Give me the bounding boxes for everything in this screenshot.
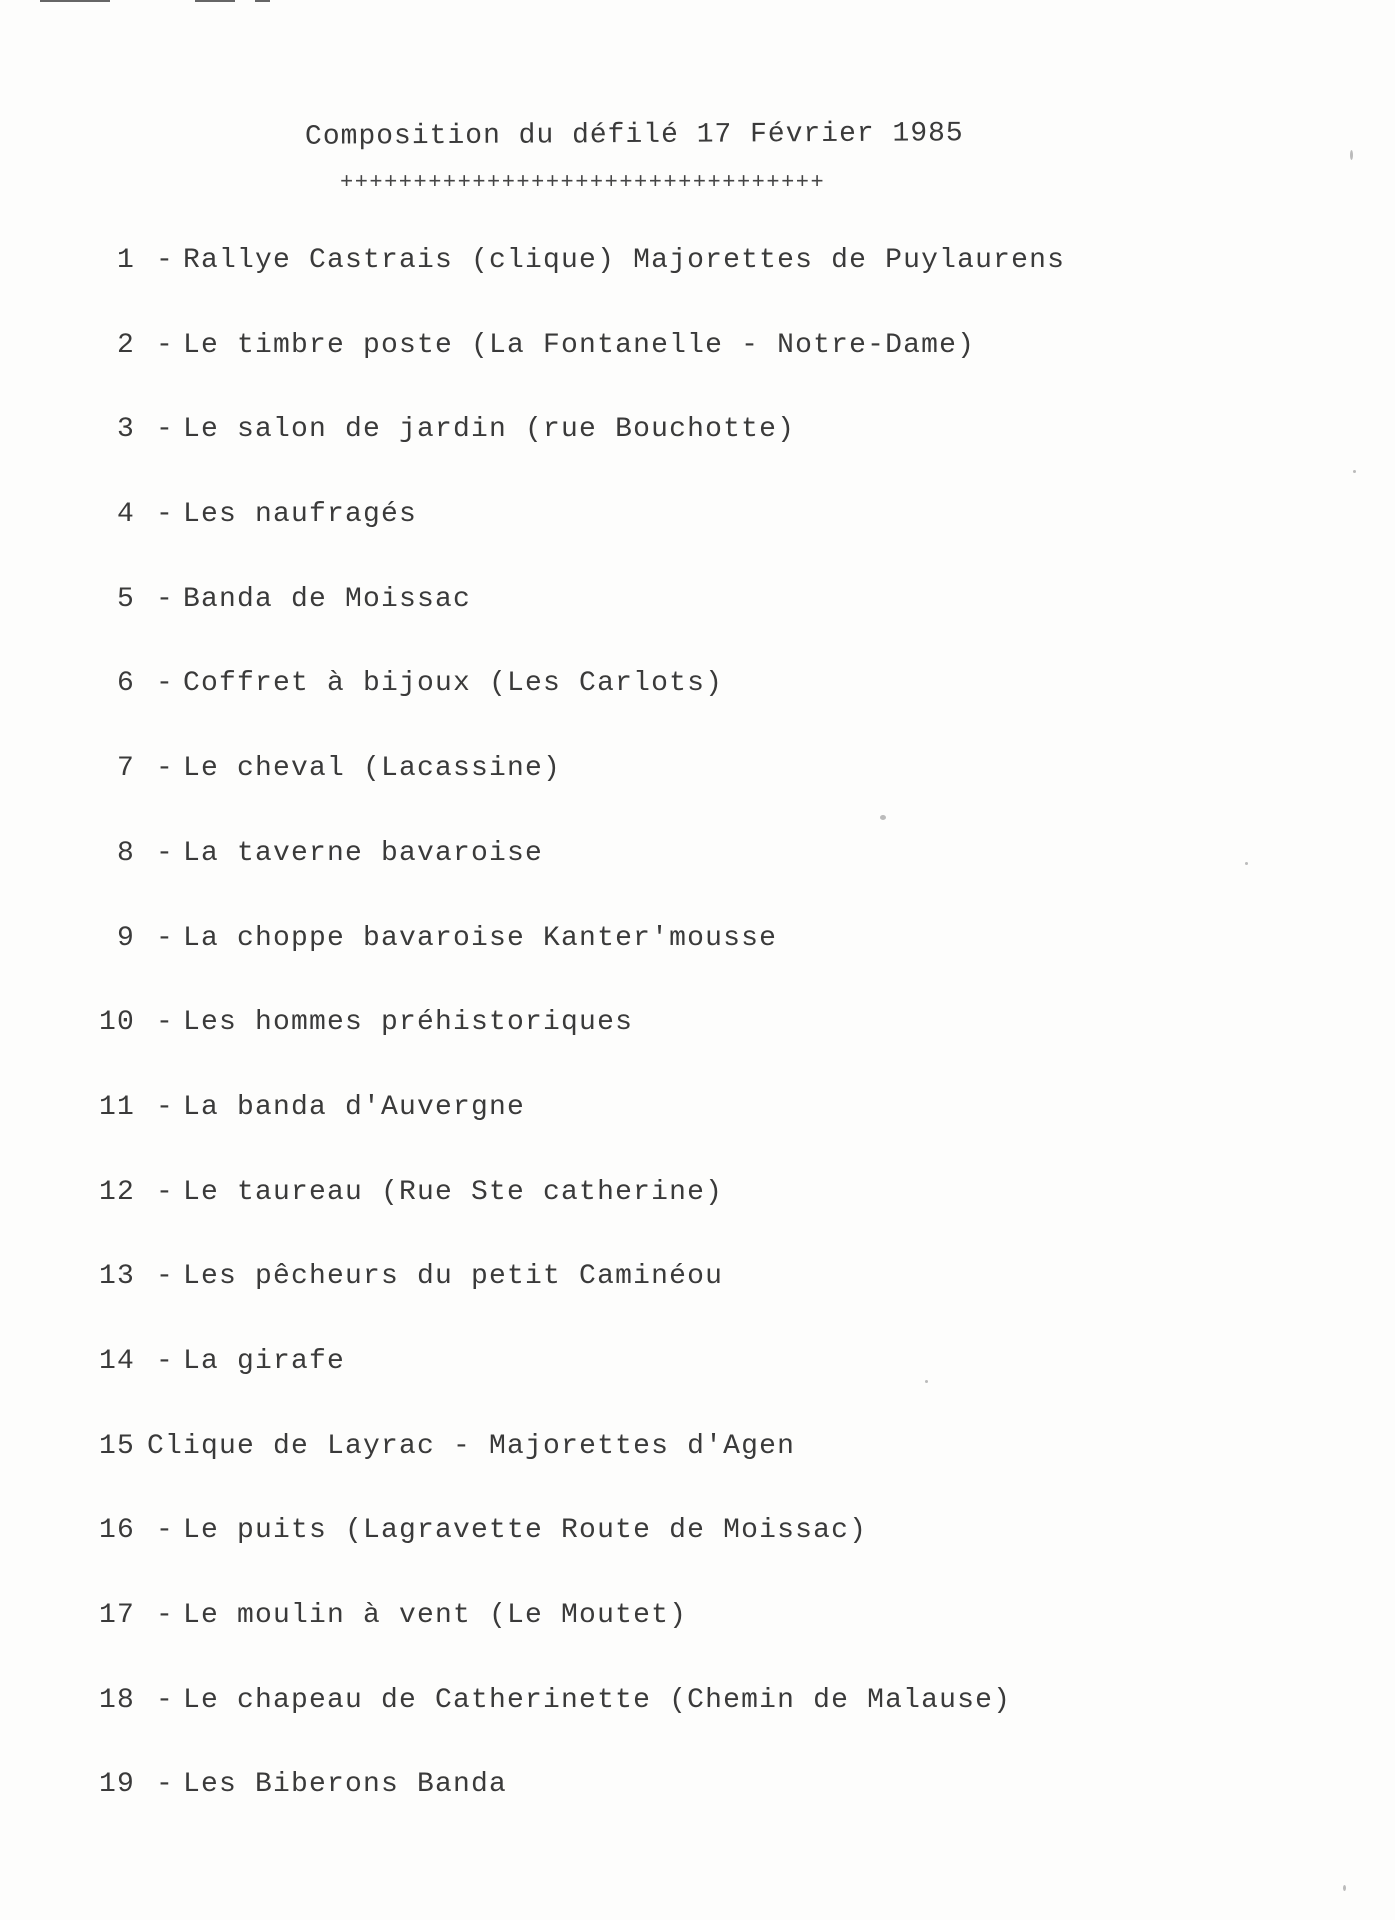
item-text: La banda d'Auvergne xyxy=(183,1091,526,1123)
parade-item xyxy=(95,414,1065,499)
item-text: Les pêcheurs du petit Caminéou xyxy=(183,1261,724,1293)
scan-speck xyxy=(880,815,886,820)
item-separator: - xyxy=(155,922,174,954)
parade-item xyxy=(95,1092,1065,1177)
item-number: 3 xyxy=(116,414,135,446)
scan-speck xyxy=(1350,150,1353,160)
item-separator: - xyxy=(155,1515,174,1547)
document-title: Composition du défilé 17 Février 1985 xyxy=(304,118,964,153)
item-text: Les hommes préhistoriques xyxy=(183,1007,634,1039)
scan-edge-mark xyxy=(195,0,235,2)
item-number: 9 xyxy=(116,922,135,954)
item-separator: - xyxy=(155,1769,174,1801)
item-separator: - xyxy=(155,414,174,446)
item-number: 13 xyxy=(98,1261,135,1293)
item-number: 14 xyxy=(98,1345,135,1377)
item-number: 6 xyxy=(116,668,135,700)
item-separator: - xyxy=(155,1261,174,1293)
item-text: Clique de Layrac - Majorettes d'Agen xyxy=(147,1430,796,1462)
item-number: 17 xyxy=(98,1600,135,1631)
item-text: Le cheval (Lacassine) xyxy=(183,753,562,785)
item-separator: - xyxy=(155,668,174,700)
item-separator: - xyxy=(155,499,174,531)
item-text: Coffret à bijoux (Les Carlots) xyxy=(183,668,724,700)
item-text: Le salon de jardin (rue Bouchotte) xyxy=(183,414,796,446)
item-text: Les Biberons Banda xyxy=(183,1769,508,1801)
scan-speck xyxy=(1353,470,1356,473)
item-text: La taverne bavaroise xyxy=(183,837,544,869)
parade-item xyxy=(95,838,1065,923)
item-separator: - xyxy=(155,1684,174,1716)
parade-item xyxy=(95,1261,1065,1346)
item-number: 10 xyxy=(98,1007,135,1039)
scan-speck xyxy=(925,1380,928,1383)
parade-item xyxy=(95,1685,1065,1770)
parade-item xyxy=(95,923,1065,1008)
item-number: 11 xyxy=(98,1091,135,1123)
item-separator: - xyxy=(155,1345,174,1377)
item-separator: - xyxy=(155,583,174,615)
scan-edge-mark xyxy=(255,0,270,2)
item-separator: - xyxy=(155,837,174,869)
parade-item xyxy=(95,1177,1065,1262)
item-separator: - xyxy=(155,1007,174,1039)
parade-item xyxy=(95,584,1065,669)
item-text: Le chapeau de Catherinette (Chemin de Malause) xyxy=(183,1684,1012,1716)
item-text: Le moulin à vent (Le Moutet) xyxy=(183,1600,688,1631)
scan-edge-mark xyxy=(40,0,110,2)
item-separator: - xyxy=(155,1176,174,1208)
parade-item xyxy=(95,245,1065,330)
item-number: 18 xyxy=(98,1684,135,1716)
item-separator: - xyxy=(155,329,174,361)
parade-item xyxy=(95,1600,1065,1685)
parade-item xyxy=(95,753,1065,838)
item-number: 5 xyxy=(116,583,135,615)
item-number: 4 xyxy=(116,499,135,531)
item-number: 1 xyxy=(116,245,135,276)
parade-item xyxy=(95,1769,1065,1854)
item-text: La choppe bavaroise Kanter'mousse xyxy=(183,922,778,954)
item-text: Le puits (Lagravette Route de Moissac) xyxy=(183,1515,868,1547)
parade-item xyxy=(95,1431,1065,1516)
item-number: 19 xyxy=(98,1769,135,1801)
item-text: Les naufragés xyxy=(183,499,418,531)
parade-item xyxy=(95,499,1065,584)
item-number: 15 xyxy=(98,1430,135,1462)
item-separator: - xyxy=(155,1091,174,1123)
item-text: Rallye Castrais (clique) Majorettes de Puylaurens xyxy=(183,245,1066,276)
item-text: La girafe xyxy=(183,1345,346,1377)
item-text: Le timbre poste (La Fontanelle - Notre-Dame) xyxy=(183,329,976,361)
item-number: 7 xyxy=(116,753,135,785)
item-text: Le taureau (Rue Ste catherine) xyxy=(183,1176,724,1208)
title-underline-rule: +++++++++++++++++++++++++++++++++ xyxy=(340,170,826,195)
scan-speck xyxy=(1245,862,1248,865)
item-separator: - xyxy=(155,245,174,276)
parade-item xyxy=(95,1007,1065,1092)
item-number: 2 xyxy=(116,329,135,361)
parade-list xyxy=(95,245,1065,1854)
parade-item xyxy=(95,330,1065,415)
parade-item xyxy=(95,668,1065,753)
item-separator: - xyxy=(155,1600,174,1631)
item-text: Banda de Moissac xyxy=(183,583,472,615)
parade-item xyxy=(95,1346,1065,1431)
item-number: 8 xyxy=(116,837,135,869)
item-number: 16 xyxy=(98,1515,135,1547)
parade-item xyxy=(95,1515,1065,1600)
item-separator: - xyxy=(155,753,174,785)
item-number: 12 xyxy=(98,1176,135,1208)
scan-speck xyxy=(1343,1885,1346,1891)
